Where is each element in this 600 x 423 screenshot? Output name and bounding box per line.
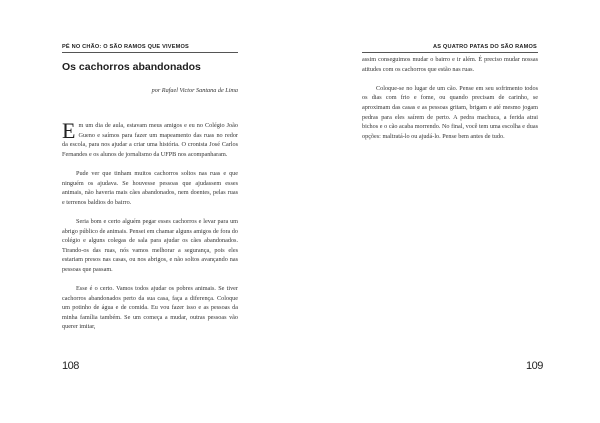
right-body-text: [362, 55, 538, 185]
left-body-text: [62, 121, 238, 357]
article-byline: por Rafael Victor Santana de Lima: [151, 87, 238, 94]
page-number-left: 108: [62, 360, 79, 372]
paragraph-2: Pude ver que tinham muitos cachorros soltos nas ruas e que ninguém os ajudava. Se houvesse pessoas que ajudassem esses animais, não haveria mais cães abandonados, nem doentes, pelas ruas e terrenos baldios do bairro.: [62, 169, 238, 206]
running-header-left: PÉ NO CHÃO: O SÃO RAMOS QUE VIVEMOS: [62, 44, 189, 50]
page-number-right: 109: [526, 360, 543, 372]
drop-cap: E: [62, 121, 76, 143]
paragraph-1-text: m um dia de aula, estavam meus amigos e eu no Colégio João Gueno e saímos para fazer um mapeamento das ruas no redor da escola, para nos ajudar a criar uma história. O cronista José Carlos Fernandes e os alunos de jornalismo da UFPB nos acompanharam.: [62, 122, 238, 158]
header-rule-left: [62, 52, 238, 53]
paragraph-5: assim conseguimos mudar o bairro e ir além. É preciso mudar nossas atitudes com os cachorros que estão nas ruas.: [362, 56, 538, 73]
paragraph-6: Coloque-se no lugar de um cão. Pense em seu sofrimento todos os dias com frio e fome, ou quando precisam de carinho, se aproximam das casas e as pessoas gritam, brigam e até mesmo jogam pedras para eles saírem de perto. A pedra machuca, a ferida atrai bichos e o cão acaba morrendo. No final, você tem uma escolha e duas opções: maltratá-lo ou ajudá-lo. Pense bem antes de tudo.: [362, 84, 538, 140]
paragraph-3: Seria bom e certo alguém pegar esses cachorros e levar para um abrigo público de animais. Pensei em chamar alguns amigos de fora do colégio e alguns colegas de sala para ajudar os cães abandonados. Tirando-os das ruas, nós vamos melhorar a segurança, pois eles estariam presos nas casas, ou nos abrigos, e não soltos avançando nas pessoas que passam.: [62, 217, 238, 273]
paragraph-1: [62, 121, 238, 159]
paragraph-4: Esse é o certo. Vamos todos ajudar os pobres animais. Se tiver cachorros abandonados perto da sua casa, faça a diferença. Coloque um potinho de água e de comida. Eu vou fazer isso e as pessoas da minha família também. Se um começa a mudar, outras pessoas vão querer imitar,: [62, 285, 238, 331]
header-rule-right: [362, 52, 538, 53]
running-header-right: AS QUATRO PATAS DO SÃO RAMOS: [432, 44, 537, 50]
article-title: Os cachorros abandonados: [62, 61, 201, 73]
